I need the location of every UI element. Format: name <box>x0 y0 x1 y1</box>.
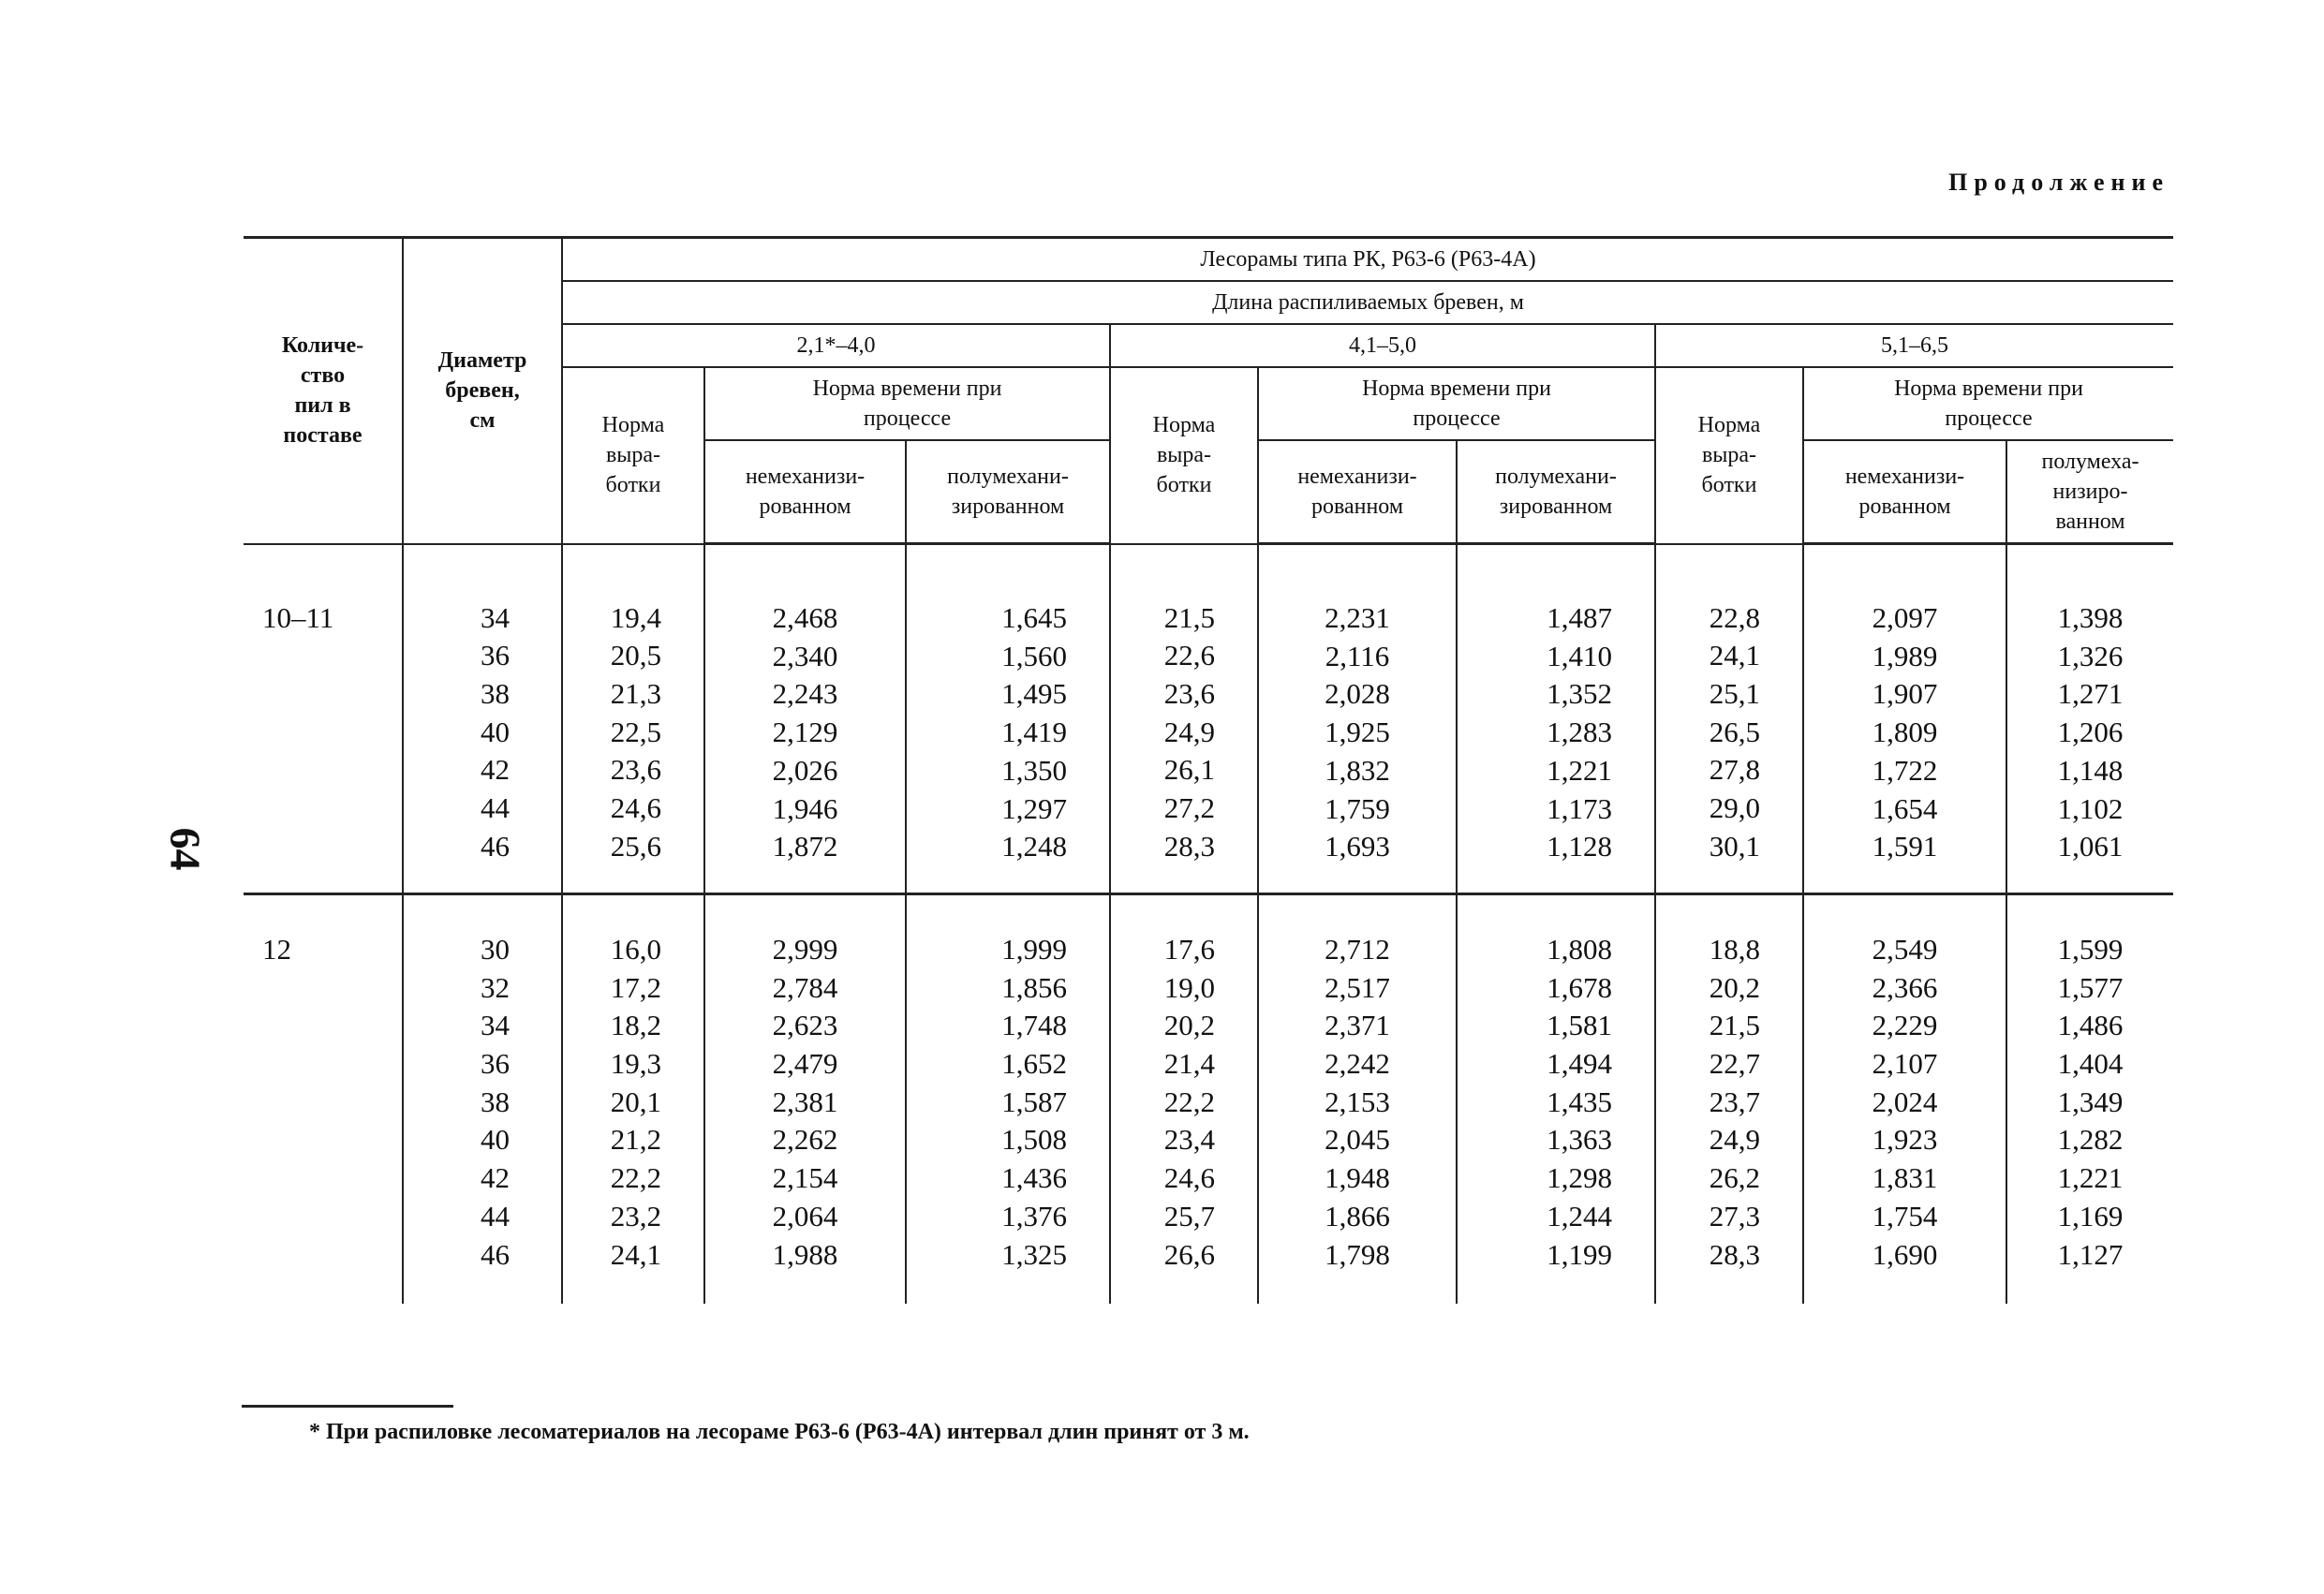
header-semimech-1: полумехани- зированном <box>906 440 1110 544</box>
footnote: * При распиловке лесоматериалов на лесораме Р63-6 (Р63-4А) интервал длин принят от 3 м. <box>309 1420 1250 1444</box>
norm-output-column: 18,8 20,2 21,5 22,7 23,7 24,9 26,2 27,3 28,3 <box>1655 893 1803 1304</box>
group-12 <box>244 893 2173 1304</box>
norm-output-column: 17,6 19,0 20,2 21,4 22,2 23,4 24,6 25,7 26,6 <box>1110 893 1258 1304</box>
table-row <box>244 544 2173 894</box>
diameter-column: 34 36 38 40 42 44 46 <box>403 544 562 894</box>
norm-output-column: 19,4 20,5 21,3 22,5 23,6 24,6 25,6 <box>562 544 704 894</box>
header-nonmech-1: немеханизи- рованном <box>704 440 906 544</box>
page-number: 64 <box>161 827 210 871</box>
table-row <box>244 893 2173 1304</box>
nonmech-column: 2,712 2,517 2,371 2,242 2,153 2,045 1,948 1,866 1,798 <box>1258 893 1457 1304</box>
semimech-column: 1,487 1,410 1,352 1,283 1,221 1,173 1,128 <box>1457 544 1655 894</box>
semimech-column: 1,999 1,856 1,748 1,652 1,587 1,508 1,436 1,376 1,325 <box>906 893 1110 1304</box>
norm-output-column: 21,5 22,6 23,6 24,9 26,1 27,2 28,3 <box>1110 544 1258 894</box>
header-diameter: Диаметр бревен, см <box>403 238 562 544</box>
header-nonmech-3: немеханизи- рованном <box>1803 440 2006 544</box>
footnote-rule <box>242 1405 453 1408</box>
header-norm-output-2: Норма выра- ботки <box>1110 367 1258 544</box>
norm-output-column: 22,8 24,1 25,1 26,5 27,8 29,0 30,1 <box>1655 544 1803 894</box>
header-machine: Лесорамы типа РК, Р63-6 (Р63-4А) <box>562 238 2173 282</box>
semimech-column: 1,645 1,560 1,495 1,419 1,350 1,297 1,248 <box>906 544 1110 894</box>
nonmech-column: 2,468 2,340 2,243 2,129 2,026 1,946 1,872 <box>704 544 906 894</box>
nonmech-column: 2,549 2,366 2,229 2,107 2,024 1,923 1,831 1,754 1,690 <box>1803 893 2006 1304</box>
nonmech-column: 2,999 2,784 2,623 2,479 2,381 2,262 2,154 2,064 1,988 <box>704 893 906 1304</box>
header-semimech-2: полумехани- зированном <box>1457 440 1655 544</box>
header-semimech-3: полумеха- низиро- ванном <box>2006 440 2173 544</box>
saw-count-cell: 10–11 <box>262 600 334 634</box>
header-length-group-3: 5,1–6,5 <box>1655 324 2173 367</box>
header-norm-time-3: Норма времени при процессе <box>1803 367 2173 440</box>
header-length-group-2: 4,1–5,0 <box>1110 324 1655 367</box>
saw-count-cell: 12 <box>244 893 403 1304</box>
continuation-label: Продолжение <box>1948 169 2169 196</box>
diameter-column: 30 32 34 36 38 40 42 44 46 <box>403 893 562 1304</box>
header-norm-time-1: Норма времени при процессе <box>704 367 1110 440</box>
header-length-group-1: 2,1*–4,0 <box>562 324 1110 367</box>
semimech-column: 1,398 1,326 1,271 1,206 1,148 1,102 1,061 <box>2006 544 2173 894</box>
header-saw-count: Количе- ство пил в поставе <box>244 238 403 544</box>
header-nonmech-2: немеханизи- рованном <box>1258 440 1457 544</box>
header-norm-time-2: Норма времени при процессе <box>1258 367 1655 440</box>
header-length: Длина распиливаемых бревен, м <box>562 281 2173 324</box>
semimech-column: 1,808 1,678 1,581 1,494 1,435 1,363 1,298 1,244 1,199 <box>1457 893 1655 1304</box>
header-norm-output-3: Норма выра- ботки <box>1655 367 1803 544</box>
group-10-11 <box>244 544 2173 894</box>
norms-table <box>244 236 2173 1304</box>
norm-output-column: 16,0 17,2 18,2 19,3 20,1 21,2 22,2 23,2 24,1 <box>562 893 704 1304</box>
nonmech-column: 2,231 2,116 2,028 1,925 1,832 1,759 1,693 <box>1258 544 1457 894</box>
header-norm-output-1: Норма выра- ботки <box>562 367 704 544</box>
semimech-column: 1,599 1,577 1,486 1,404 1,349 1,282 1,221 1,169 1,127 <box>2006 893 2173 1304</box>
nonmech-column: 2,097 1,989 1,907 1,809 1,722 1,654 1,591 <box>1803 544 2006 894</box>
